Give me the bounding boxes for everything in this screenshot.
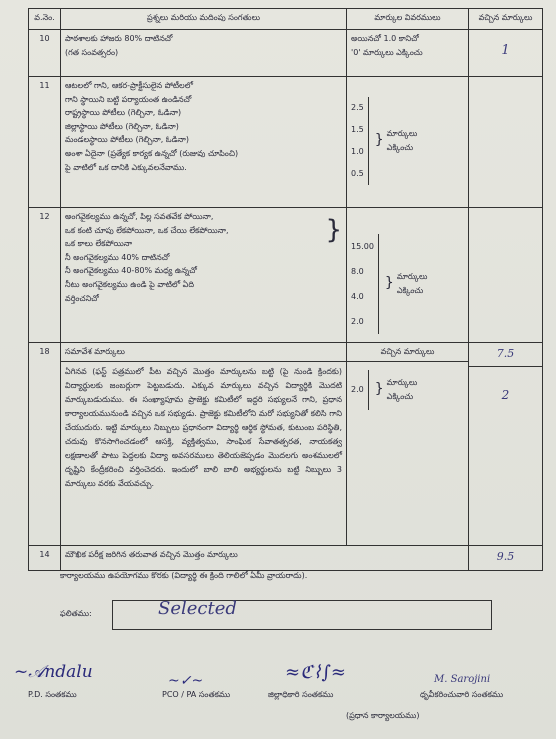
row-description xyxy=(61,30,347,77)
header-serial-no: వ.నెం. xyxy=(29,9,61,30)
brace-icon: } xyxy=(374,380,384,397)
detail-line: అయినచో 1.0 కానిచో xyxy=(351,34,419,43)
verifier-name: M. Sarojini xyxy=(434,674,491,685)
pco-signature-mark: ~✓~ xyxy=(168,673,204,689)
row-number: 14 xyxy=(29,546,61,571)
score-value: 15.00 xyxy=(351,241,374,251)
table-row xyxy=(29,208,543,343)
row-description-line: నీ అంగవైకల్యము 40% దాటినచో xyxy=(65,252,170,262)
brace-icon: } xyxy=(374,132,384,149)
score-label-line: ఎక్కించు xyxy=(396,286,424,295)
row-title: సమావేశ మార్కులు xyxy=(61,345,346,362)
row-marks-detail xyxy=(347,77,469,208)
row-number: 18 xyxy=(29,343,61,546)
brace-icon: } xyxy=(384,275,394,292)
row-description-line: ఒక కంటి చూపు లేకపోయినా, ఒక చేయి లేకపోయినా, xyxy=(65,225,229,235)
row-description-line: నీటు అంగవైకల్యము ఉండి పై వాటిలో ఏది xyxy=(65,279,195,289)
row-description-line: జిల్లాస్థాయి పోటీలు (గెల్చినా, ఓడినా) xyxy=(65,121,179,131)
marks-obtained-cell xyxy=(469,343,543,546)
score-label xyxy=(369,370,418,410)
table-header-row xyxy=(29,9,543,30)
row-number: 12 xyxy=(29,208,61,343)
marks-obtained: 9.5 xyxy=(469,546,543,571)
brace-icon: } xyxy=(325,215,342,245)
table-row xyxy=(29,343,543,546)
score-label xyxy=(379,234,428,334)
row-description-line: అంగవైకల్యము ఉన్నచో, పిల్ల సవతవేక పోయినా, xyxy=(65,212,214,221)
score-values xyxy=(351,97,369,185)
district-signature-mark: ≈ℭ⌇∫≈ xyxy=(285,662,346,683)
row-description-line: వర్తించనిచో xyxy=(65,293,99,303)
row-description-line: గాని స్థాయిని బట్టి పర్యాయంత ఉండినచో xyxy=(65,94,192,104)
row-number: 11 xyxy=(29,77,61,208)
detail-subheader: వచ్చిన మార్కులు xyxy=(347,343,468,362)
score-label-line: మార్కులు xyxy=(386,378,418,387)
row-marks-detail xyxy=(347,208,469,343)
score-values xyxy=(351,370,369,410)
row-description xyxy=(61,77,347,208)
row-description-line: ఒక కాలు లేకపోయినా xyxy=(65,239,133,249)
marks-obtained: 2 xyxy=(501,387,510,402)
marks-obtained xyxy=(469,208,543,343)
table-row xyxy=(29,30,543,77)
score-value: 4.0 xyxy=(351,291,364,301)
header-marks-detail: మార్కుల వివరములు xyxy=(347,9,469,30)
score-value: 2.0 xyxy=(351,316,364,326)
score-label-line: ఎక్కించు xyxy=(386,391,414,401)
table-row xyxy=(29,546,543,571)
score-label-line: మార్కులు xyxy=(396,272,428,282)
district-signature-label: జిల్లాధికారి సంతకము xyxy=(268,690,334,699)
office-label: (ప్రధాన కార్యాలయము) xyxy=(346,711,420,720)
detail-line: '0' మార్కులు ఎక్కించు xyxy=(351,47,423,57)
pco-signature-label: PCO / PA సంతకము xyxy=(162,690,231,699)
row-description: మౌఖిక పరీక్ష జరిగిన తరువాత వచ్చిన మొత్తం మార్కులు xyxy=(61,546,469,571)
verifier-signature-label: ధృవీకరించువారి సంతకము xyxy=(420,690,504,699)
row-description-line: (గత సంవత్సరం) xyxy=(65,47,119,57)
score-label xyxy=(369,97,418,185)
row-description-line: ఆటలలో గాని, ఆకర-ప్రాక్టీసులైన పోటీలలో xyxy=(65,81,193,90)
score-value: 2.0 xyxy=(351,384,364,394)
score-value: 2.5 xyxy=(351,103,364,113)
pd-signature-label: P.D. సంతకము xyxy=(28,690,77,699)
marks-table xyxy=(28,8,543,571)
result-value: Selected xyxy=(158,598,237,619)
score-value: 1.0 xyxy=(351,147,364,157)
row-body-text: ఏగినవ (ఫస్ట్ పత్రములో పీట వచ్చిన మొత్తం మార్కులను బట్టి (పై నుండి క్రిందకు) విద్యార్థులకు జంబర్లుగా పెట్టబడుదు. ఎక్కువ మార్కులు వచ్చిన విద్యార్థికి మొదటి మార్కుబడుదుము. ఈ సంఖ్యాపూమ ప్రాజెక్టు కమిటీలో ఇద్దరి సభ్యులనే గాని, ప్రధాన కార్యాలయమునుండి వచ్చిన ఒక సభ్యుడు. ప్రాజెక్టు కమిటీలోని మరో సభ్యునితో కలిసి గాని చేయుదురు. ఇట్టి మార్కులు నిబ్బులు ప్రధానంగా విద్యార్థి ఆర్థిక స్థోమత, కుటుంబ పరిస్థితి, చదువు కొనసాగించడంలో ఆసక్తి, వ్యక్తిత్వము, సాంఘిక సేవాతత్పరత, నాయకత్వ లక్షణాలతో పాటు పెద్దలకు విద్యా అవసరములు తెలియజెప్పడం మొదలగు అంశములలో దృష్టిని కేంద్రీకరించి వర్తించెదరు. ఇందులో బాలి బాలి అభ్యర్థులను బట్టి నిబ్బులు 3 మార్కులు వరకు వేయవచ్చు. xyxy=(65,366,342,488)
header-marks-value: 7.5 xyxy=(469,343,542,367)
row-description-line: పై వాటిలో ఒక దానికి ఎక్కువలనేవాము. xyxy=(65,162,187,172)
row-description-line: పాఠశాలకు హాజరు 80% దాటినచో xyxy=(65,34,173,43)
marks-obtained: 1 xyxy=(469,30,543,77)
row-description-line: నీ అంగవైకల్యము 40-80% మధ్య ఉన్నచో xyxy=(65,266,197,276)
score-label-line: మార్కులు xyxy=(386,129,418,139)
table-row xyxy=(29,77,543,208)
score-value: 8.0 xyxy=(351,266,364,276)
office-use-note: కార్యాలయము ఉపయోగము కొరకు (విద్యార్థి ఈ క్రింది గాలిలో ఏమీ వ్రాయరాదు). xyxy=(60,571,308,580)
row-marks-detail xyxy=(347,343,469,546)
score-values xyxy=(351,234,379,334)
row-description-line: మండలస్థాయి పోటీలు (గెల్చినా, ఓడినా) xyxy=(65,135,189,145)
marks-obtained xyxy=(469,77,543,208)
header-description: ప్రశ్నలు మరియు మదింపు సంగతులు xyxy=(61,9,347,30)
row-marks-detail xyxy=(347,30,469,77)
score-value: 1.5 xyxy=(351,125,364,135)
row-description xyxy=(61,208,347,343)
row-description-line: అంశా ఏదైనా (ప్రత్యేక కార్యక ఉన్నచో (రుజువు చూపించి) xyxy=(65,148,239,158)
header-marks-obtained: వచ్చిన మార్కులు xyxy=(469,9,543,30)
row-description-line: రాష్ట్రస్థాయి పోటీలు (గెల్చినా, ఓడినా) xyxy=(65,108,182,118)
pd-signature-mark: ~𝒜ndalu xyxy=(14,662,93,682)
score-label-line: ఎక్కించు xyxy=(386,143,414,152)
result-label: ఫలితము: xyxy=(60,609,92,618)
row-number: 10 xyxy=(29,30,61,77)
score-value: 0.5 xyxy=(351,169,364,179)
row-description xyxy=(61,343,347,546)
